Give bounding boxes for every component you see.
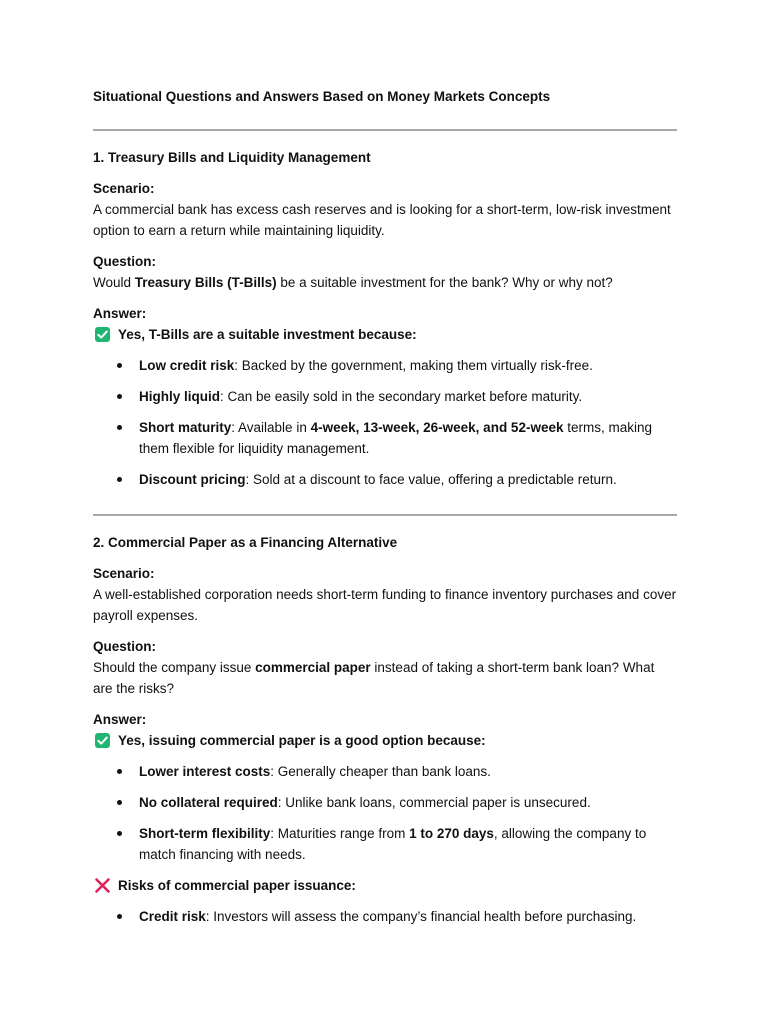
question-text-post: be a suitable investment for the bank? Why or why not?: [276, 275, 613, 290]
item-text: : Investors will assess the company’s financial health before purchasing.: [205, 909, 637, 924]
item-text: : Generally cheaper than bank loans.: [270, 764, 491, 779]
answer-label: Answer:: [93, 306, 147, 321]
list-item: [93, 792, 677, 813]
question-text-pre: Should the company issue: [93, 660, 256, 675]
bullet-icon: [117, 363, 122, 368]
verdict-text: Yes, T-Bills are a suitable investment because:: [118, 327, 417, 342]
question-text-pre: Would: [93, 275, 135, 290]
item-term: Short-term flexibility: [139, 826, 271, 841]
answer-verdict: [93, 324, 677, 345]
item-text-continued: terms, making them flexible for liquidity management.: [139, 420, 653, 456]
list-item: [93, 761, 677, 782]
reasons-list: [93, 761, 677, 865]
scenario-text: A well-established corporation needs short-term funding to finance inventory purchases and cover payroll expenses.: [93, 587, 677, 623]
bullet-icon: [117, 425, 122, 430]
bullet-icon: [117, 914, 122, 919]
list-item: [93, 355, 677, 376]
divider: [93, 514, 677, 516]
list-item: [93, 386, 677, 407]
item-emphasis: 4-week, 13-week, 26-week, and 52-week: [310, 420, 564, 435]
item-text: : Can be easily sold in the secondary market before maturity.: [220, 389, 583, 404]
check-icon: [95, 733, 110, 748]
question-text-post: instead of taking a short-term bank loan? What are the risks?: [93, 660, 655, 696]
list-item: [93, 906, 677, 927]
item-term: Credit risk: [139, 909, 206, 924]
bullet-icon: [117, 394, 122, 399]
list-item: [93, 417, 677, 459]
item-term: Highly liquid: [139, 389, 220, 404]
question-text: [93, 657, 677, 699]
scenario-text: A commercial bank has excess cash reserves and is looking for a short-term, low-risk investment option to earn a return while maintaining liquidity.: [93, 202, 671, 238]
bullet-icon: [117, 769, 122, 774]
verdict-text: Yes, issuing commercial paper is a good option because:: [118, 733, 486, 748]
scenario-label: Scenario:: [93, 181, 155, 196]
item-text: : Unlike bank loans, commercial paper is unsecured.: [277, 795, 591, 810]
question-text-bold: commercial paper: [255, 660, 371, 675]
question-text: [93, 272, 677, 293]
list-item: [93, 823, 677, 865]
answer-label: Answer:: [93, 712, 147, 727]
bullet-icon: [117, 477, 122, 482]
section-treasury-bills: [93, 147, 677, 490]
divider: [93, 129, 677, 131]
bullet-icon: [117, 800, 122, 805]
question-label: Question:: [93, 639, 156, 654]
question-text-bold: Treasury Bills (T-Bills): [134, 275, 277, 290]
document-content: [93, 86, 677, 927]
answer-verdict: [93, 730, 677, 751]
section-title: 1. Treasury Bills and Liquidity Management: [93, 150, 371, 165]
section-title: 2. Commercial Paper as a Financing Alternative: [93, 535, 398, 550]
list-item: [93, 469, 677, 490]
item-term: No collateral required: [139, 795, 278, 810]
item-term: Short maturity: [139, 420, 232, 435]
risks-heading: [93, 875, 677, 896]
item-text: : Available in: [231, 420, 311, 435]
item-term: Discount pricing: [139, 472, 246, 487]
item-text: : Maturities range from: [270, 826, 410, 841]
item-text-continued: , allowing the company to match financing with needs.: [139, 826, 647, 862]
item-emphasis: 1 to 270 days: [409, 826, 494, 841]
risks-title: Risks of commercial paper issuance:: [118, 878, 356, 893]
document-title: Situational Questions and Answers Based on Money Markets Concepts: [93, 89, 551, 104]
check-icon: [95, 327, 110, 342]
item-text: : Backed by the government, making them virtually risk-free.: [234, 358, 593, 373]
item-term: Low credit risk: [139, 358, 235, 373]
reasons-list: [93, 355, 677, 490]
item-text: : Sold at a discount to face value, offering a predictable return.: [245, 472, 617, 487]
section-commercial-paper: [93, 532, 677, 927]
risks-list: [93, 906, 677, 927]
scenario-label: Scenario:: [93, 566, 155, 581]
question-label: Question:: [93, 254, 156, 269]
cross-icon: [94, 877, 111, 894]
item-term: Lower interest costs: [139, 764, 271, 779]
bullet-icon: [117, 831, 122, 836]
